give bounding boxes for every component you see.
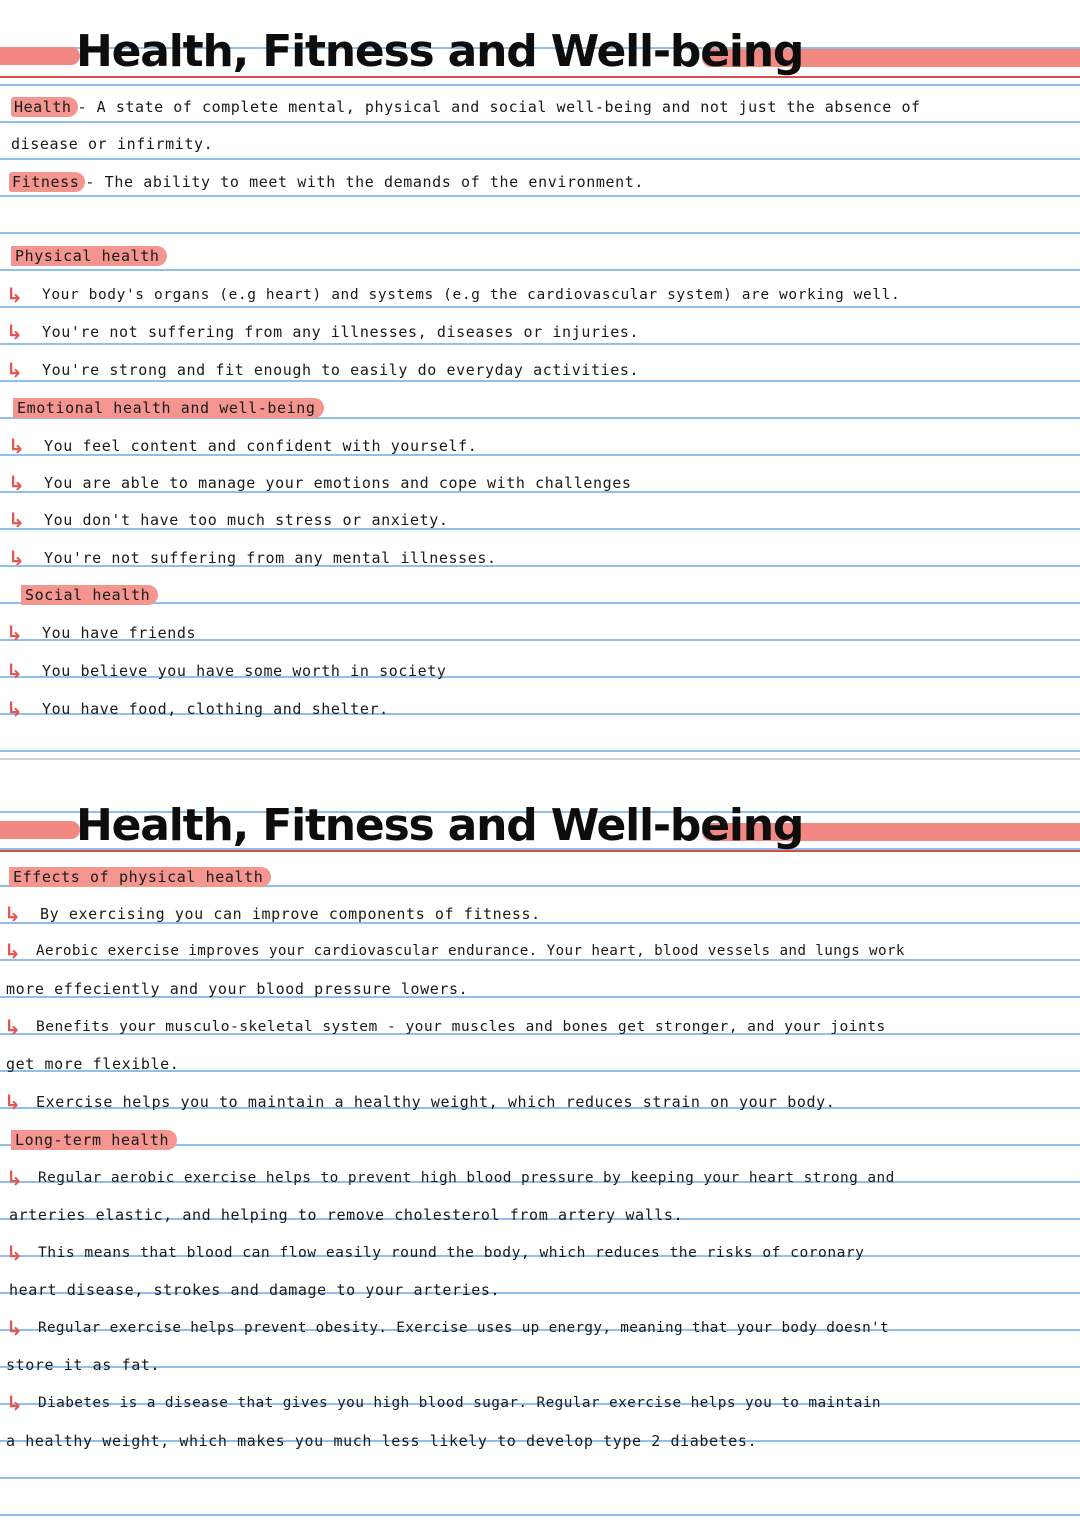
list-item xyxy=(6,355,639,385)
list-item xyxy=(4,1087,835,1117)
list-item-continuation: arteries elastic, and helping to remove cholesterol from artery walls. xyxy=(9,1206,684,1224)
title-banner xyxy=(0,24,1080,86)
arrow-icon: ↳ xyxy=(8,508,26,532)
list-item-continuation: get more flexible. xyxy=(6,1055,180,1073)
arrow-icon: ↳ xyxy=(4,939,22,963)
list-item-text: You're not suffering from any illnesses, diseases or injuries. xyxy=(42,323,640,341)
list-item-text: You feel content and confident with yourself. xyxy=(44,437,478,455)
list-item-continuation: store it as fat. xyxy=(6,1356,161,1374)
arrow-icon: ↳ xyxy=(6,1316,24,1340)
social-health-heading xyxy=(21,580,158,610)
emotional-health-heading-text: Emotional health and well-being xyxy=(13,398,324,418)
arrow-icon: ↳ xyxy=(8,434,26,458)
list-item xyxy=(6,317,639,347)
health-term: Health xyxy=(11,97,78,117)
page-title: Health, Fitness and Well-being xyxy=(76,800,804,851)
list-item xyxy=(4,936,905,966)
page-divider xyxy=(0,758,1080,760)
title-banner xyxy=(0,798,1080,860)
list-item-text: Aerobic exercise improves your cardiovascular endurance. Your heart, blood vessels and lungs work xyxy=(36,943,905,959)
arrow-icon: ↳ xyxy=(6,1166,24,1190)
list-item xyxy=(6,1163,895,1193)
list-item xyxy=(4,1012,886,1042)
arrow-icon: ↳ xyxy=(4,902,22,926)
notes-page-2 xyxy=(0,764,1080,1522)
list-item xyxy=(6,618,196,648)
list-item-text: You don't have too much stress or anxiety. xyxy=(44,511,449,529)
list-item xyxy=(4,899,541,929)
arrow-icon: ↳ xyxy=(6,358,24,382)
list-item xyxy=(8,468,631,498)
fitness-definition-line xyxy=(9,167,644,197)
health-definition: - A state of complete mental, physical and social well-being and not just the absence of xyxy=(77,98,921,116)
emotional-health-heading xyxy=(13,393,324,423)
fitness-term: Fitness xyxy=(9,172,85,192)
physical-health-heading-text: Physical health xyxy=(11,246,167,266)
effects-heading xyxy=(9,862,271,892)
list-item xyxy=(6,1238,864,1268)
list-item-text: Regular exercise helps prevent obesity. Exercise uses up energy, meaning that your body doesn't xyxy=(38,1320,889,1336)
arrow-icon: ↳ xyxy=(6,1241,24,1265)
list-item xyxy=(8,431,477,461)
list-item-text: Benefits your musculo-skeletal system - your muscles and bones get stronger, and your joints xyxy=(36,1018,886,1035)
arrow-icon: ↳ xyxy=(6,659,24,683)
list-item xyxy=(6,1313,889,1343)
title-highlight-left xyxy=(0,47,80,65)
arrow-icon: ↳ xyxy=(4,1015,22,1039)
list-item-continuation: heart disease, strokes and damage to your arteries. xyxy=(9,1281,501,1299)
arrow-icon: ↳ xyxy=(6,697,24,721)
list-item-text: You have food, clothing and shelter. xyxy=(42,700,389,718)
longterm-heading xyxy=(11,1125,177,1155)
list-item xyxy=(8,543,497,573)
effects-heading-text: Effects of physical health xyxy=(9,867,271,887)
fitness-definition: - The ability to meet with the demands of the environment. xyxy=(85,173,645,191)
arrow-icon: ↳ xyxy=(8,471,26,495)
arrow-icon: ↳ xyxy=(4,1090,22,1114)
list-item-text: Your body's organs (e.g heart) and systems (e.g the cardiovascular system) are working well. xyxy=(42,287,901,303)
list-item-text: You have friends xyxy=(42,624,197,642)
health-definition-line-1 xyxy=(11,92,921,122)
list-item-text: You're not suffering from any mental illnesses. xyxy=(44,549,497,567)
list-item xyxy=(6,280,900,310)
list-item-continuation: a healthy weight, which makes you much less likely to develop type 2 diabetes. xyxy=(6,1432,758,1450)
health-definition-line-2: disease or infirmity. xyxy=(11,135,214,153)
list-item-text: By exercising you can improve components of fitness. xyxy=(40,905,541,923)
list-item xyxy=(6,656,447,686)
longterm-heading-text: Long-term health xyxy=(11,1130,177,1150)
notes-page-1 xyxy=(0,0,1080,758)
list-item-continuation: more effeciently and your blood pressure lowers. xyxy=(6,980,469,998)
list-item-text: Regular aerobic exercise helps to prevent high blood pressure by keeping your heart strong and xyxy=(38,1170,895,1186)
physical-health-heading xyxy=(11,241,167,271)
page-title: Health, Fitness and Well-being xyxy=(76,26,804,77)
arrow-icon: ↳ xyxy=(6,320,24,344)
list-item-text: Exercise helps you to maintain a healthy weight, which reduces strain on your body. xyxy=(36,1093,836,1111)
list-item xyxy=(8,505,449,535)
list-item xyxy=(6,694,389,724)
arrow-icon: ↳ xyxy=(6,1391,24,1415)
list-item-text: Diabetes is a disease that gives you high blood sugar. Regular exercise helps you to maintain xyxy=(38,1395,881,1411)
list-item xyxy=(6,1388,881,1418)
arrow-icon: ↳ xyxy=(6,621,24,645)
social-health-heading-text: Social health xyxy=(21,585,158,605)
list-item-text: This means that blood can flow easily round the body, which reduces the risks of coronary xyxy=(38,1244,865,1261)
list-item-text: You're strong and fit enough to easily do everyday activities. xyxy=(42,361,640,379)
list-item-text: You believe you have some worth in society xyxy=(42,662,447,680)
arrow-icon: ↳ xyxy=(8,546,26,570)
arrow-icon: ↳ xyxy=(6,283,24,307)
title-highlight-left xyxy=(0,821,80,839)
list-item-text: You are able to manage your emotions and cope with challenges xyxy=(44,474,632,492)
